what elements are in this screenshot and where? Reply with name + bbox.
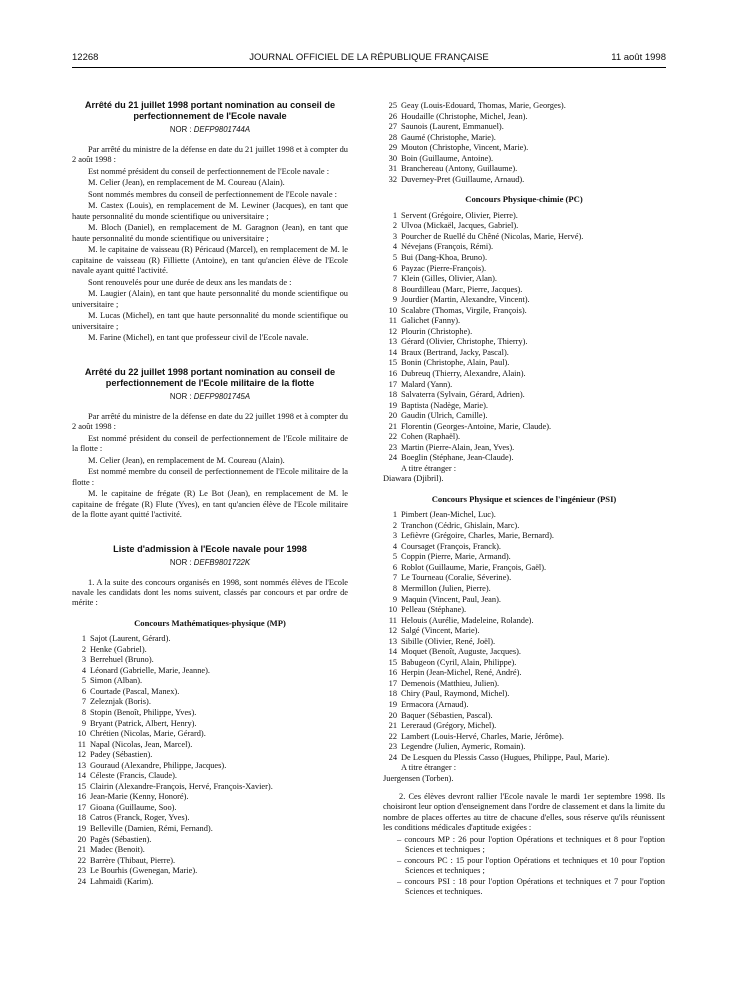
rank-number: 18: [388, 689, 397, 699]
rank-number: 28: [388, 132, 397, 142]
rank-number: 5: [392, 252, 397, 262]
candidate-name: Zeleznjak (Boris).: [90, 697, 151, 707]
article-body: [72, 145, 348, 344]
rank-number: 31: [388, 164, 397, 174]
ranking-entry: [72, 782, 348, 793]
ranking-entry: [72, 697, 348, 708]
candidate-name: Dubreuq (Thierry, Alexandre, Alain).: [401, 368, 526, 378]
ranking-entry: [72, 761, 348, 772]
candidate-name: Saunois (Laurent, Emmanuel).: [401, 122, 504, 132]
ranking-entry: [383, 542, 665, 553]
body-paragraph: Par arrêté du ministre de la défense en date du 22 juillet 1998 et à compter du 2 août 1998 :: [72, 411, 348, 431]
ranking-entry: [383, 232, 665, 243]
rank-number: 21: [77, 845, 86, 855]
article-body: [72, 412, 348, 521]
candidate-name: Gouraud (Alexandre, Philippe, Jacques).: [90, 760, 227, 770]
candidate-name: Geay (Louis-Edouard, Thomas, Marie, Georges).: [401, 101, 566, 110]
paragraph-2: 2. Ces élèves devront rallier l'Ecole navale le mardi 1er septembre 1998. Ils choisiront leur option d'enseignement dans l'ordre de classement et dans la limite du nombre de places offertes au titre de chacune d'elles, sous réserve qu'ils réunissent les conditions médicales d'aptitude exigées :: [383, 792, 665, 833]
candidate-name: Baquer (Sébastien, Pascal).: [401, 710, 493, 720]
ranking-entry: [383, 453, 665, 464]
rank-number: 17: [388, 379, 397, 389]
ranking-entry: [383, 658, 665, 669]
body-paragraph: M. Castex (Louis), en remplacement de M. Lewiner (Jacques), en tant que haute personnalité du monde scientifique ou universitaire ;: [72, 201, 348, 221]
candidate-name: Herpin (Jean-Michel, René, André).: [401, 668, 522, 678]
candidate-name: Moquet (Benoît, Auguste, Jacques).: [401, 647, 522, 657]
ranking-entry: [383, 369, 665, 380]
ranking-entry: [383, 154, 665, 165]
rank-number: 5: [81, 676, 86, 686]
candidate-name: Bonin (Christophe, Alain, Paul).: [401, 358, 510, 368]
ranking-entry: [383, 122, 665, 133]
article-liste-admission: [72, 544, 348, 888]
ranking-list-pc: [383, 211, 665, 464]
candidate-name: Madec (Benoit).: [90, 845, 145, 855]
candidate-name: Coursaget (François, Franck).: [401, 541, 502, 551]
rank-number: 29: [388, 143, 397, 153]
ranking-entry: [383, 101, 665, 112]
ranking-entry: [72, 676, 348, 687]
ranking-entry: [72, 708, 348, 719]
candidate-name: Jean-Marie (Kenny, Honoré).: [90, 792, 189, 802]
rank-number: 20: [388, 411, 397, 421]
rank-number: 17: [77, 802, 86, 812]
ranking-entry: [383, 521, 665, 532]
rank-number: 5: [392, 552, 397, 562]
candidate-name: Coppin (Pierre, Marie, Armand).: [401, 552, 511, 562]
body-paragraph: M. Bloch (Daniel), en remplacement de M. Garagnon (Jean), en tant que haute personnalité du monde scientifique ou universitaire ;: [72, 223, 348, 243]
rank-number: 1: [81, 634, 86, 644]
rank-number: 26: [388, 111, 397, 121]
candidate-name: Maquin (Vincent, Paul, Jean).: [401, 594, 501, 604]
rank-number: 14: [388, 647, 397, 657]
rank-number: 2: [392, 221, 397, 231]
ranking-entry: [383, 411, 665, 422]
rank-number: 27: [388, 122, 397, 132]
rank-number: 11: [388, 615, 397, 625]
ranking-entry: [383, 732, 665, 743]
rank-number: 6: [392, 263, 397, 273]
candidate-name: De Lesquen du Plessis Casso (Hugues, Philippe, Paul, Marie).: [401, 752, 610, 762]
right-column: [383, 101, 665, 897]
ranking-entry: [383, 143, 665, 154]
candidate-name: Gaumé (Christophe, Marie).: [401, 132, 496, 142]
ranking-entry: [383, 584, 665, 595]
rank-number: 23: [388, 742, 397, 752]
body-paragraph: Sont renouvelés pour une durée de deux ans les mandats de :: [88, 277, 292, 287]
ranking-entry: [72, 835, 348, 846]
ranking-entry: [383, 573, 665, 584]
candidate-name: Plourin (Christophe).: [401, 326, 473, 336]
candidate-name: Tranchon (Cédric, Ghislain, Marc).: [401, 520, 520, 530]
ranking-entry: [72, 750, 348, 761]
candidate-name: Sajot (Laurent, Gérard).: [90, 634, 171, 644]
candidate-name: Sibille (Olivier, René, Joël).: [401, 636, 496, 646]
candidate-name: Pourcher de Ruellé du Chêné (Nicolas, Marie, Hervé).: [401, 231, 584, 241]
candidate-name: Ulvoa (Mickaël, Jacques, Gabriel).: [401, 221, 519, 231]
candidate-name: Belleville (Damien, Rémi, Fernand).: [90, 824, 213, 834]
ranking-entry: [72, 634, 348, 645]
candidate-name: Klein (Gilles, Olivier, Alan).: [401, 274, 497, 284]
candidate-name: Berrehuel (Bruno).: [90, 655, 154, 665]
rank-number: 13: [388, 337, 397, 347]
rank-number: 8: [392, 284, 397, 294]
candidate-name: Babugeon (Cyril, Alain, Philippe).: [401, 657, 517, 667]
rank-number: 11: [77, 739, 86, 749]
ranking-entry: [383, 753, 665, 764]
candidate-name: Napal (Nicolas, Jean, Marcel).: [90, 739, 193, 749]
rank-number: 4: [392, 242, 397, 252]
ranking-list-psi: [383, 510, 665, 763]
rank-number: 1: [392, 210, 397, 220]
rank-number: 23: [388, 442, 397, 452]
candidate-name: Névejans (François, Rémi).: [401, 242, 494, 252]
ranking-entry: [72, 719, 348, 730]
rank-number: 15: [77, 781, 86, 791]
candidate-name: Padey (Sébastien).: [90, 750, 153, 760]
candidate-name: Galichet (Fanny).: [401, 316, 461, 326]
rank-number: 10: [388, 305, 397, 315]
candidate-name: Pagès (Sébastien).: [90, 834, 152, 844]
candidate-name: Demenois (Matthieu, Julien).: [401, 678, 500, 688]
rank-number: 15: [388, 358, 397, 368]
candidate-name: Cohen (Raphaël).: [401, 432, 461, 442]
ranking-entry: [383, 432, 665, 443]
body-paragraph: M. le capitaine de frégate (R) Le Bot (Jean), en remplacement de M. le capitaine de frégate (R) Flute (Yves), en tant qu'ancien élève de l'Ecole militaire de la flotte ayant quitté l'activité.: [72, 489, 348, 519]
rank-number: 2: [392, 520, 397, 530]
body-paragraph: M. Laugier (Alain), en tant que haute personnalité du monde scientifique ou universitaire ;: [72, 289, 348, 309]
candidate-name: Gaudin (Ulrich, Camille).: [401, 411, 488, 421]
rank-number: 21: [388, 421, 397, 431]
ranking-list-mp: [72, 634, 348, 887]
rank-number: 16: [388, 668, 397, 678]
rank-number: 16: [77, 792, 86, 802]
admission-intro: 1. A la suite des concours organisés en 1998, sont nommés élèves de l'Ecole navale les candidats dont les noms suivent, classés par concours et par ordre de mérite :: [72, 577, 348, 608]
article-title: Arrêté du 22 juillet 1998 portant nomination au conseil de perfectionnement de l'Ecole militaire de la flotte: [84, 366, 336, 388]
rank-number: 8: [392, 583, 397, 593]
ranking-entry: [383, 401, 665, 412]
ranking-entry: [72, 729, 348, 740]
ranking-entry: [383, 348, 665, 359]
ranking-entry: [383, 358, 665, 369]
ranking-entry: [383, 112, 665, 123]
ranking-entry: [383, 327, 665, 338]
ranking-entry: [383, 242, 665, 253]
rank-number: 22: [77, 855, 86, 865]
ranking-entry: [383, 211, 665, 222]
rank-number: 7: [392, 274, 397, 284]
candidate-name: Catros (Franck, Roger, Yves).: [90, 813, 190, 823]
candidate-name: Céleste (Francis, Claude).: [90, 771, 177, 781]
body-paragraph: Est nommé membre du conseil de perfectionnement de l'Ecole militaire de la flotte :: [72, 467, 348, 487]
ranking-entry: [72, 687, 348, 698]
rank-number: 25: [388, 101, 397, 110]
ranking-entry: [383, 164, 665, 175]
ranking-entry: [72, 866, 348, 877]
ranking-entry: [383, 380, 665, 391]
rank-number: 2: [81, 644, 86, 654]
body-paragraph: Sont nommés membres du conseil de perfectionnement de l'Ecole navale :: [88, 189, 337, 199]
ranking-entry: [383, 531, 665, 542]
rank-number: 8: [81, 708, 86, 718]
candidate-name: Le Bourhis (Gwenegan, Marie).: [90, 866, 198, 876]
rank-number: 10: [388, 605, 397, 615]
article-ecole-navale: [72, 100, 348, 344]
body-paragraph: M. Lucas (Michel), en tant que haute personnalité du monde scientifique ou universitaire ;: [72, 311, 348, 331]
rank-number: 1: [392, 510, 397, 520]
candidate-name: Stopin (Benoît, Philippe, Yves).: [90, 708, 197, 718]
rank-number: 7: [392, 573, 397, 583]
candidate-name: Ermacora (Arnaud).: [401, 699, 469, 709]
rank-number: 19: [77, 824, 86, 834]
ranking-entry: [383, 721, 665, 732]
rank-number: 4: [81, 665, 86, 675]
rank-number: 6: [392, 562, 397, 572]
option-quota-item: – concours PSI : 18 pour l'option Opérations et techniques et 7 pour l'option Sciences et techniques.: [397, 876, 665, 896]
candidate-name: Léonard (Gabrielle, Marie, Jeanne).: [90, 665, 210, 675]
ranking-list-mp-continued: [383, 101, 665, 185]
nor-reference: NOR : DEFP9801745A: [169, 392, 251, 402]
ranking-entry: [383, 337, 665, 348]
rank-number: 4: [392, 541, 397, 551]
ranking-entry: [383, 422, 665, 433]
rank-number: 13: [388, 636, 397, 646]
body-paragraph: Par arrêté du ministre de la défense en date du 21 juillet 1998 et à compter du 2 août 1998 :: [72, 144, 348, 164]
rank-number: 24: [77, 876, 86, 886]
ranking-entry: [383, 637, 665, 648]
rank-number: 18: [388, 390, 397, 400]
candidate-name: Lambert (Louis-Hervé, Charles, Marie, Jérôme).: [401, 731, 564, 741]
section-title-pc: Concours Physique-chimie (PC): [465, 194, 583, 205]
ranking-entry: [72, 845, 348, 856]
candidate-name: Martin (Pierre-Alain, Jean, Yves).: [401, 442, 515, 452]
candidate-name: Clairin (Alexandre-François, Hervé, François-Xavier).: [90, 781, 273, 791]
ranking-entry: [383, 510, 665, 521]
candidate-name: Bryant (Patrick, Albert, Henry).: [90, 718, 197, 728]
rank-number: 6: [81, 686, 86, 696]
section-title-mp: Concours Mathématiques-physique (MP): [134, 617, 286, 628]
header-rule: [72, 67, 666, 68]
ranking-entry: [383, 306, 665, 317]
rank-number: 9: [392, 594, 397, 604]
candidate-name: Simon (Alban).: [90, 676, 143, 686]
candidate-name: Scalabre (Thomas, Virgile, François).: [401, 305, 527, 315]
ranking-entry: [383, 647, 665, 658]
ranking-entry: [72, 877, 348, 888]
rank-number: 14: [388, 347, 397, 357]
ranking-entry: [383, 616, 665, 627]
candidate-name: Lefièvre (Grégoire, Charles, Marie, Bernard).: [401, 531, 555, 541]
article-title: Liste d'admission à l'Ecole navale pour 1998: [113, 543, 307, 554]
rank-number: 12: [77, 750, 86, 760]
ranking-entry: [383, 316, 665, 327]
candidate-name: Barrère (Thibaut, Pierre).: [90, 855, 176, 865]
candidate-name: Mermillon (Julien, Pierre).: [401, 583, 491, 593]
ranking-entry: [383, 742, 665, 753]
ranking-entry: [383, 274, 665, 285]
ranking-entry: [383, 689, 665, 700]
ranking-entry: [383, 700, 665, 711]
rank-number: 20: [77, 834, 86, 844]
candidate-name: Legendre (Julien, Aymeric, Romain).: [401, 742, 526, 752]
section-title-psi: Concours Physique et sciences de l'ingénieur (PSI): [431, 493, 617, 504]
ranking-entry: [72, 803, 348, 814]
ranking-entry: [383, 668, 665, 679]
ranking-entry: [383, 605, 665, 616]
candidate-name: Servent (Grégoire, Olivier, Pierre).: [401, 210, 518, 220]
body-paragraph: M. Celier (Jean), en remplacement de M. Coureau (Alain).: [88, 178, 285, 188]
rank-number: 12: [388, 326, 397, 336]
candidate-name: Baptista (Nadège, Marie).: [401, 400, 488, 410]
candidate-name: Salgé (Vincent, Marie).: [401, 626, 480, 636]
ranking-entry: [72, 771, 348, 782]
candidate-name: Boin (Guillaume, Antoine).: [401, 153, 494, 163]
candidate-name: Boeglin (Stéphane, Jean-Claude).: [401, 453, 514, 463]
ranking-entry: [72, 645, 348, 656]
rank-number: 7: [81, 697, 86, 707]
rank-number: 10: [77, 729, 86, 739]
candidate-name: Jourdier (Martin, Alexandre, Vincent).: [401, 295, 530, 305]
ranking-entry: [383, 253, 665, 264]
candidate-name: Malard (Yann).: [401, 379, 453, 389]
issue-date: 11 août 1998: [611, 52, 666, 63]
ranking-entry: [383, 175, 665, 186]
ranking-entry: [72, 824, 348, 835]
candidate-name: Le Tourneau (Coralie, Séverine).: [401, 573, 512, 583]
candidate-name: Pelleau (Stéphane).: [401, 605, 467, 615]
ranking-entry: [383, 133, 665, 144]
ranking-entry: [72, 856, 348, 867]
rank-number: 22: [388, 731, 397, 741]
rank-number: 13: [77, 760, 86, 770]
ranking-entry: [72, 813, 348, 824]
rank-number: 24: [388, 752, 397, 762]
candidate-name: Lereraud (Grégory, Michel).: [401, 721, 497, 731]
rank-number: 17: [388, 678, 397, 688]
ranking-entry: [383, 443, 665, 454]
option-quota-item: – concours MP : 26 pour l'option Opérations et techniques et 8 pour l'option Sciences et techniques ;: [397, 834, 665, 855]
rank-number: 20: [388, 710, 397, 720]
rank-number: 18: [77, 813, 86, 823]
candidate-name: Courtade (Pascal, Manex).: [90, 686, 180, 696]
candidate-name: Helouis (Aurélie, Madeleine, Rolande).: [401, 615, 534, 625]
candidate-name: Salvaterra (Sylvain, Gérard, Adrien).: [401, 390, 525, 400]
ranking-entry: [72, 655, 348, 666]
article-ecole-militaire-flotte: [72, 367, 348, 520]
rank-number: 30: [388, 153, 397, 163]
candidate-name: Chrétien (Nicolas, Marie, Gérard).: [90, 729, 206, 739]
ranking-entry: [383, 285, 665, 296]
body-paragraph: Est nommé président du conseil de perfectionnement de l'Ecole militaire de la flotte :: [72, 433, 348, 453]
ranking-entry: [383, 626, 665, 637]
rank-number: 9: [81, 718, 86, 728]
ranking-entry: [383, 711, 665, 722]
candidate-name: Houdaille (Christophe, Michel, Jean).: [401, 111, 528, 121]
candidate-name: Lahmaidi (Karim).: [90, 876, 154, 886]
foreign-candidate: Juergensen (Torben).: [383, 773, 454, 783]
rank-number: 19: [388, 699, 397, 709]
candidate-name: Florentin (Georges-Antoine, Marie, Claude).: [401, 421, 552, 431]
option-quotas: [383, 835, 665, 897]
candidate-name: Payzac (Pierre-François).: [401, 263, 487, 273]
ranking-entry: [383, 679, 665, 690]
candidate-name: Duverney-Pret (Guillaume, Arnaud).: [401, 174, 525, 184]
rank-number: 21: [388, 721, 397, 731]
rank-number: 16: [388, 368, 397, 378]
left-column: [72, 100, 348, 887]
ranking-entry: [383, 295, 665, 306]
page-number: 12268: [72, 52, 99, 63]
body-paragraph: M. Farine (Michel), en tant que professeur civil de l'Ecole navale.: [88, 333, 309, 343]
nor-reference: NOR : DEFB9801722K: [169, 558, 251, 568]
rank-number: 11: [388, 316, 397, 326]
nor-reference: NOR : DEFP9801744A: [169, 125, 251, 135]
candidate-name: Chiry (Paul, Raymond, Michel).: [401, 689, 510, 699]
candidate-name: Bourdilleau (Marc, Pierre, Jacques).: [401, 284, 523, 294]
ranking-entry: [383, 221, 665, 232]
rank-number: 14: [77, 771, 86, 781]
candidate-name: Branchereau (Antony, Guillaume).: [401, 164, 518, 174]
candidate-name: Gioana (Guillaume, Soo).: [90, 802, 177, 812]
body-paragraph: Est nommé président du conseil de perfectionnement de l'Ecole navale :: [88, 166, 330, 176]
candidate-name: Mouton (Christophe, Vincent, Marie).: [401, 143, 529, 153]
candidate-name: Braux (Bertrand, Jacky, Pascal).: [401, 347, 509, 357]
ranking-entry: [72, 792, 348, 803]
rank-number: 32: [388, 174, 397, 184]
candidate-name: Bui (Dang-Khoa, Bruno).: [401, 252, 488, 262]
rank-number: 24: [388, 453, 397, 463]
body-paragraph: M. le capitaine de vaisseau (R) Péricaud (Marcel), en remplacement de M. le capitaine de vaisseau (R) Filliette (Antoine), en tant qu'ancien élève de l'Ecole navale ayant quitté l'activité.: [72, 245, 348, 276]
rank-number: 15: [388, 657, 397, 667]
body-paragraph: M. Celier (Jean), en remplacement de M. Coureau (Alain).: [88, 455, 285, 465]
ranking-entry: [383, 595, 665, 606]
rank-number: 19: [388, 400, 397, 410]
ranking-entry: [72, 740, 348, 751]
rank-number: 9: [392, 295, 397, 305]
foreign-label: A titre étranger :: [401, 463, 457, 473]
article-title: Arrêté du 21 juillet 1998 portant nomination au conseil de perfectionnement de l'Ecole navale: [84, 100, 336, 121]
foreign-label: A titre étranger :: [401, 763, 457, 773]
page-header: [72, 52, 666, 66]
candidate-name: Pimbert (Jean-Michel, Luc).: [401, 510, 496, 520]
candidate-name: Gérard (Olivier, Christophe, Thierry).: [401, 337, 528, 347]
ranking-entry: [383, 563, 665, 574]
journal-title: JOURNAL OFFICIEL DE LA RÉPUBLIQUE FRANÇAISE: [249, 52, 489, 63]
ranking-entry: [383, 264, 665, 275]
rank-number: 23: [77, 866, 86, 876]
ranking-entry: [383, 390, 665, 401]
rank-number: 3: [392, 231, 397, 241]
rank-number: 3: [81, 655, 86, 665]
candidate-name: Roblot (Guillaume, Marie, François, Gaël).: [401, 562, 547, 572]
candidate-name: Henke (Gabriel).: [90, 644, 147, 654]
rank-number: 12: [388, 626, 397, 636]
ranking-entry: [383, 552, 665, 563]
foreign-candidate: Diawara (Djibril).: [383, 474, 444, 484]
ranking-entry: [72, 666, 348, 677]
option-quota-item: – concours PC : 15 pour l'option Opérations et techniques et 10 pour l'option Sciences et techniques ;: [397, 855, 665, 876]
rank-number: 3: [392, 531, 397, 541]
rank-number: 22: [388, 432, 397, 442]
